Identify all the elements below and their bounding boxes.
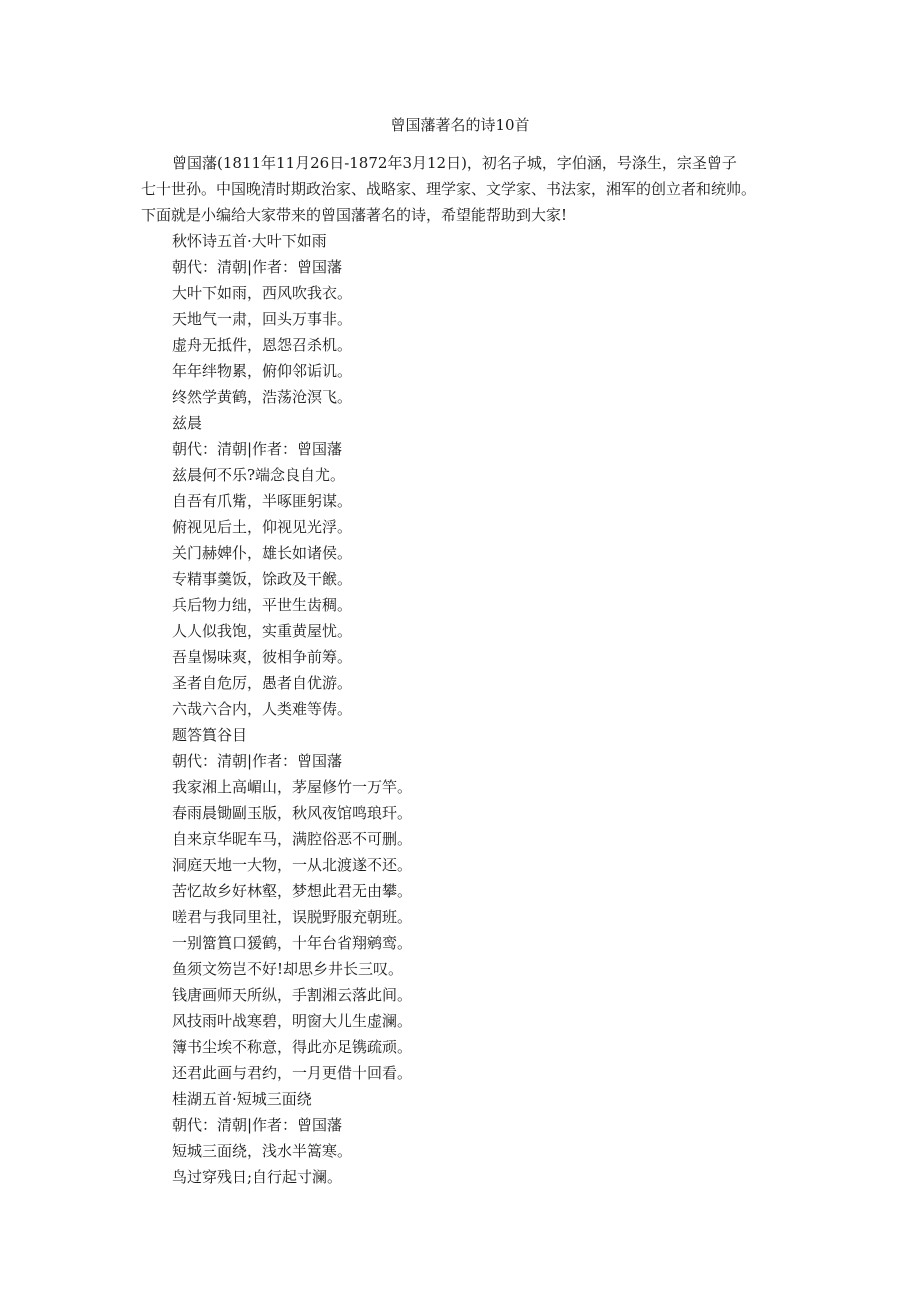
poem-line: 六哉六合内，人类难等俦。: [172, 700, 353, 718]
poem-line: 钱唐画师天所纵，手割湘云落此间。: [172, 986, 413, 1004]
poem-line: 朝代：清朝|作者：曾国藩: [172, 752, 343, 770]
poem-line: 嗟君与我同里社，误脱野服充朝班。: [172, 908, 413, 926]
poem-line: 一别簹篔口猨鹤，十年台省翔鹓鸾。: [172, 934, 413, 952]
poem-line: 专精事羹饭，馀政及干餱。: [172, 570, 353, 588]
poem-line: 洞庭天地一大物，一从北渡遂不还。: [172, 856, 413, 874]
poem-line: 朝代：清朝|作者：曾国藩: [172, 258, 343, 276]
poem-line: 天地气一肃，回头万事非。: [172, 310, 353, 328]
poem-line: 桂湖五首·短城三面绕: [172, 1090, 312, 1108]
poem-line: 终然学黄鹤，浩荡沧溟飞。: [172, 388, 353, 406]
poem-line: 春雨晨锄剾玉版，秋风夜馆鸣琅玕。: [172, 804, 413, 822]
poem-line: 人人似我饱，实重黄屋忧。: [172, 622, 353, 640]
poem-line: 鸟过穿残日;自行起寸澜。: [172, 1168, 343, 1186]
poem-line: 还君此画与君约，一月更借十回看。: [172, 1064, 413, 1082]
poem-line: 短城三面绕，浅水半篙寒。: [172, 1142, 353, 1160]
document-title: 曾国藩著名的诗10首: [390, 116, 530, 134]
poem-line: 题答篔谷目: [172, 726, 248, 744]
poem-line: 朝代：清朝|作者：曾国藩: [172, 1116, 343, 1134]
poem-line: 吾皇惕味爽，彼相争前筹。: [172, 648, 353, 666]
poem-line: 圣者自危厉，愚者自优游。: [172, 674, 353, 692]
poem-line: 兹晨何不乐?端念良自尤。: [172, 466, 346, 484]
poem-line: 俯视见后土，仰视见光浮。: [172, 518, 353, 536]
poem-line: 大叶下如雨，西风吹我衣。: [172, 284, 353, 302]
intro-line: 下面就是小编给大家带来的曾国藩著名的诗，希望能帮助到大家!: [141, 206, 568, 224]
poem-line: 年年绊物累，俯仰邻诟讥。: [172, 362, 353, 380]
poem-line: 自来京华昵车马，满腔俗恶不可删。: [172, 830, 413, 848]
poem-line: 苦忆故乡好林壑，梦想此君无由攀。: [172, 882, 413, 900]
poem-line: 兵后物力绌，平世生齿稠。: [172, 596, 353, 614]
poem-line: 自吾有爪觜，半啄匪躬谋。: [172, 492, 353, 510]
poem-line: 鱼须文笏岂不好!却思乡井长三叹。: [172, 960, 404, 978]
poem-line: 风技雨叶战寒碧，明窗大儿生虚澜。: [172, 1012, 413, 1030]
poem-line: 虚舟无抵件，恩怨召杀机。: [172, 336, 353, 354]
poem-line: 秋怀诗五首·大叶下如雨: [172, 232, 327, 250]
poem-line: 朝代：清朝|作者：曾国藩: [172, 440, 343, 458]
poem-line: 关门赫婢仆，雄长如诸侯。: [172, 544, 353, 562]
poem-line: 我家湘上高嵋山，茅屋修竹一万竿。: [172, 778, 413, 796]
intro-paragraph: [141, 150, 781, 228]
poem-line: 兹晨: [172, 414, 203, 432]
poem-list: [172, 228, 412, 1190]
intro-line: 七十世孙。中国晚清时期政治家、战略家、理学家、文学家、书法家，湘军的创立者和统帅。: [141, 180, 757, 198]
intro-line: 曾国藩(1811年11月26日-1872年3月12日)，初名子城，字伯涵，号涤生，宗圣曾子: [172, 154, 737, 172]
poem-line: 簿书尘埃不称意，得此亦足镌疏顽。: [172, 1038, 413, 1056]
